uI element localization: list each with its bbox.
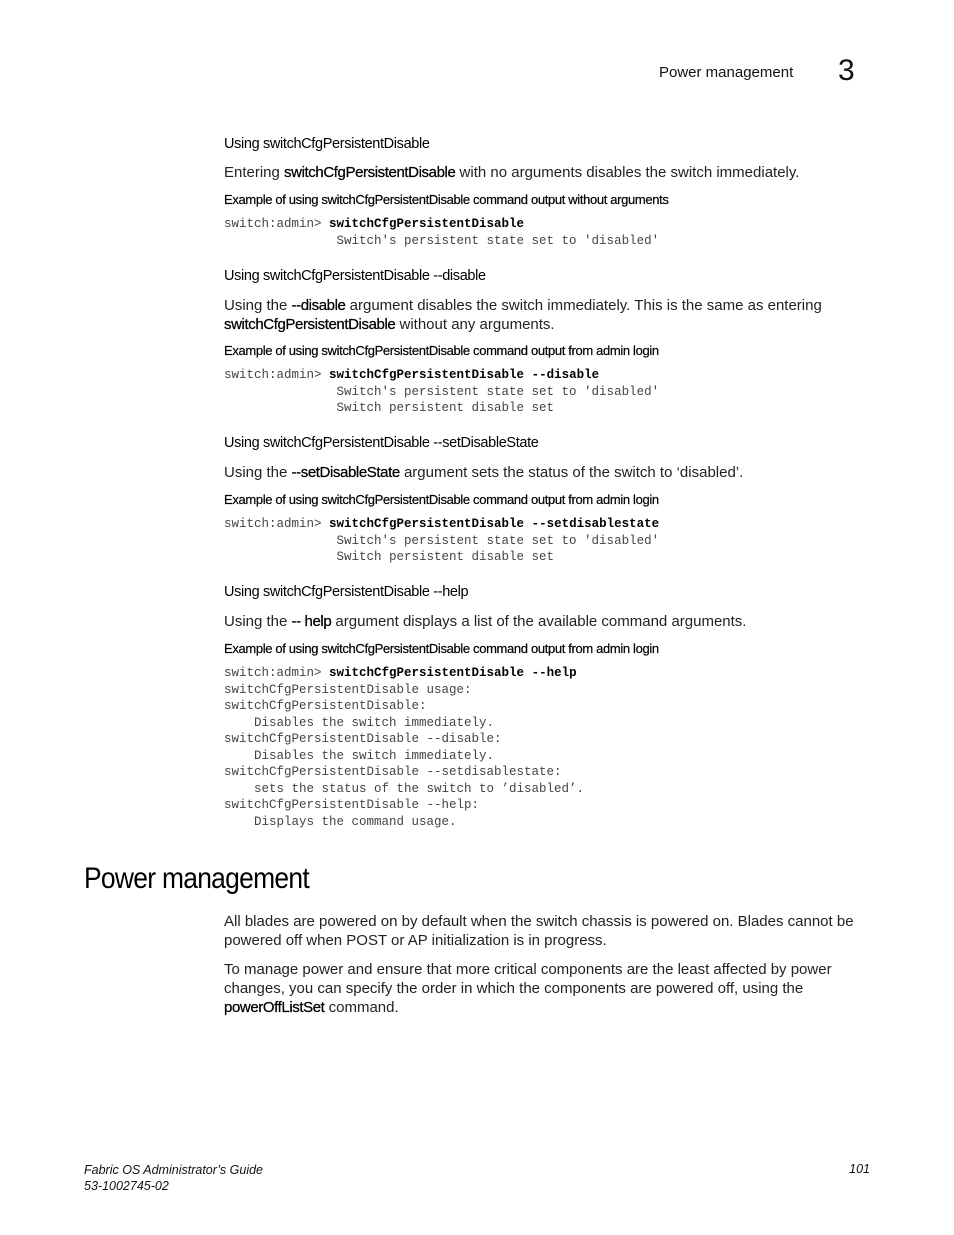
command-name: switchCfgPersistentDisable [224, 316, 396, 333]
footer-doc-number: 53-1002745-02 [84, 1179, 169, 1193]
code-block [224, 516, 659, 566]
section-heading: Using switchCfgPersistentDisable --help [224, 584, 469, 600]
para-text: argument displays a list of the available command arguments. [331, 613, 747, 630]
argument-name: --setDisableState [291, 464, 400, 481]
footer-guide-title: Fabric OS Administrator’s Guide [84, 1163, 263, 1177]
command-name: switchCfgPersistentDisable [284, 164, 456, 181]
section-heading: Using switchCfgPersistentDisable --setDisableState [224, 435, 539, 451]
para-text: Using the [224, 464, 292, 481]
section-heading: Using switchCfgPersistentDisable [224, 136, 430, 152]
code-prompt: switch:admin> [224, 368, 330, 382]
code-output: switchCfgPersistentDisable usage: switchCfgPersistentDisable: Disables the switch immediately. switchCfgPersistentDisable --disable: Disables the switch immediately. switchCfgPersistentDisable --setdisablestate: sets the status of the switch to ’disabled’. switchCfgPersistentDisable --help: Displays the command usage. [224, 682, 585, 829]
code-prompt: switch:admin> [224, 666, 330, 680]
para-text: with no arguments disables the switch immediately. [455, 164, 800, 181]
section-paragraph [224, 296, 864, 334]
para-text: without any arguments. [395, 316, 555, 333]
footer-page-number: 101 [849, 1162, 870, 1176]
section-paragraph [224, 163, 864, 182]
command-name: powerOffListSet [224, 999, 325, 1016]
para-text: command. [324, 999, 399, 1016]
power-paragraph-1: All blades are powered on by default when the switch chassis is powered on. Blades cannot be powered off when POST or AP initialization is in progress. [224, 913, 854, 949]
code-command: switchCfgPersistentDisable --setdisablestate [329, 517, 660, 531]
code-command: switchCfgPersistentDisable [329, 217, 525, 231]
example-caption: Example of using switchCfgPersistentDisable command output without arguments [224, 192, 669, 207]
argument-name: --disable [291, 297, 346, 314]
example-caption: Example of using switchCfgPersistentDisable command output from admin login [224, 343, 659, 358]
section-paragraph [224, 463, 864, 482]
para-text: argument sets the status of the switch to ‘disabled’. [399, 464, 744, 481]
para-text: Using the [224, 613, 292, 630]
para-text: argument disables the switch immediately. This is the same as entering [345, 297, 822, 314]
code-output: Switch's persistent state set to 'disabled' Switch persistent disable set [336, 384, 660, 415]
page-section-title: Power management [84, 862, 310, 895]
code-block [224, 367, 659, 417]
para-text: Using the [224, 297, 292, 314]
argument-name: -- help [291, 613, 332, 630]
code-prompt: switch:admin> [224, 517, 330, 531]
para-text: Entering [224, 164, 285, 181]
code-output: Switch's persistent state set to 'disabled' [336, 233, 660, 248]
code-command: switchCfgPersistentDisable --help [329, 666, 577, 680]
footer-doc-info [84, 1162, 263, 1194]
code-output: Switch's persistent state set to 'disabled' Switch persistent disable set [336, 533, 660, 564]
section-paragraph [224, 612, 864, 631]
example-caption: Example of using switchCfgPersistentDisable command output from admin login [224, 641, 659, 656]
code-prompt: switch:admin> [224, 217, 330, 231]
para-text: To manage power and ensure that more critical components are the least affected by power changes, you can specify the order in which the components are powered off, using the [224, 961, 832, 997]
example-caption: Example of using switchCfgPersistentDisable command output from admin login [224, 492, 659, 507]
code-command: switchCfgPersistentDisable --disable [329, 368, 600, 382]
power-paragraph-2 [224, 960, 864, 1017]
code-block [224, 665, 584, 830]
code-block [224, 216, 659, 249]
section-heading: Using switchCfgPersistentDisable --disable [224, 268, 486, 284]
chapter-number: 3 [838, 54, 855, 87]
running-header-section: Power management [659, 64, 794, 81]
